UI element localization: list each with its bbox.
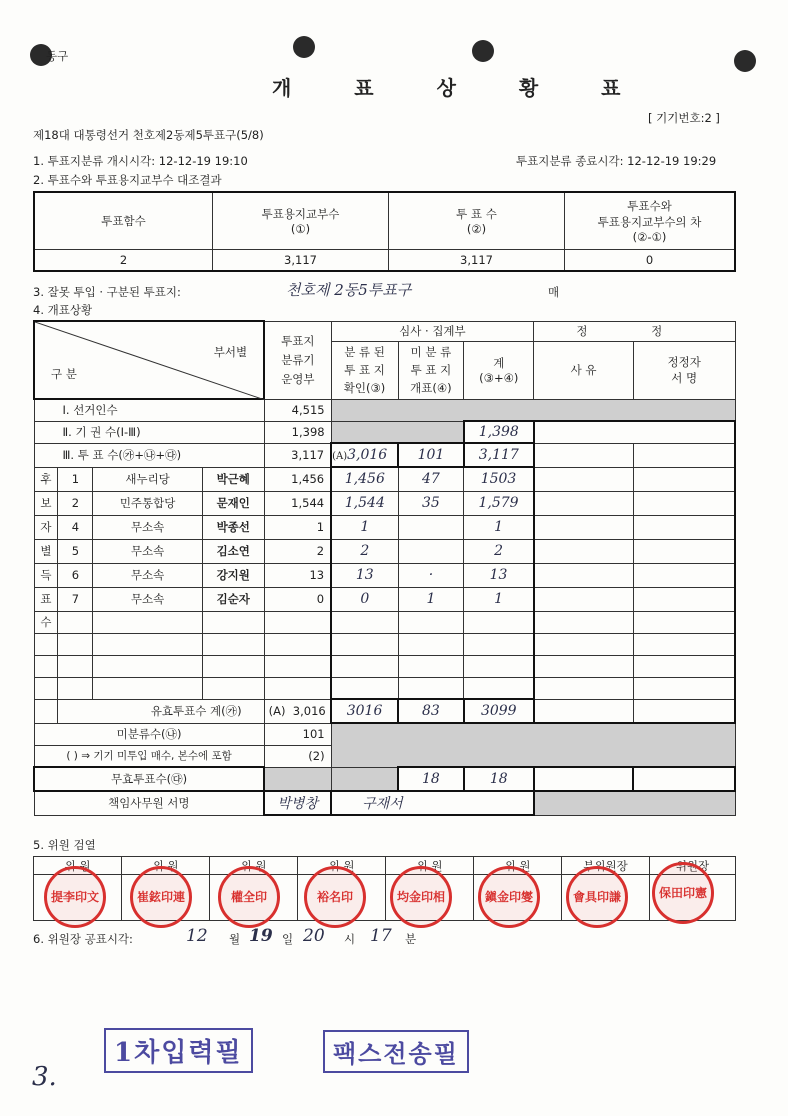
candidate-hand-1: 1 <box>331 515 398 539</box>
candidate-row <box>34 539 735 563</box>
candidate-name: 박종선 <box>202 515 264 539</box>
candidate-count: 2 <box>264 539 331 563</box>
section-6-label: 6. 위원장 공표시각: <box>33 932 133 946</box>
counting-status-table <box>33 320 736 816</box>
section-3-unit: 매 <box>548 285 560 299</box>
empty-cell <box>534 491 634 515</box>
candidate-number: 7 <box>58 587 93 611</box>
candidate-row-empty <box>34 677 735 699</box>
value-diff: 0 <box>565 249 736 271</box>
empty-cell <box>534 699 634 723</box>
empty-cell <box>534 515 634 539</box>
punch-hole <box>472 40 494 62</box>
row-unclassified-value: 101 <box>264 723 331 745</box>
header-ballot-boxes: 투표함수 <box>34 192 213 249</box>
committee-header: 위 원 <box>298 857 386 875</box>
row-abstain-label: Ⅱ. 기 권 수(Ⅰ-Ⅲ) <box>34 421 264 443</box>
candidate-number: 4 <box>58 515 93 539</box>
side-label: 표 <box>34 587 58 611</box>
row-voters-value: 4,515 <box>264 399 331 421</box>
announce-month-unit: 월 <box>229 932 241 946</box>
committee-header: 위 원 <box>34 857 122 875</box>
candidate-row-empty <box>34 611 735 633</box>
candidate-hand-2: 35 <box>398 491 464 515</box>
committee-header: 위 원 <box>386 857 474 875</box>
row-invalid-label: 무효투표수(㉰) <box>34 767 264 791</box>
seal-stamp: 均金印相 <box>390 866 452 928</box>
header-issued: 투표용지교부수 (①) <box>213 192 389 249</box>
row-invalid-hand-2: 18 <box>398 767 464 791</box>
row-sign-label: 책임사무원 서명 <box>34 791 264 815</box>
candidate-name: 문재인 <box>202 491 264 515</box>
empty-cell <box>633 515 735 539</box>
announce-hour: 20 <box>303 926 325 946</box>
row-valid-label: 유효투표수 계(㉮) <box>58 699 264 723</box>
gray-cell <box>331 767 398 791</box>
seal-stamp: 權全印 <box>218 866 280 928</box>
gray-cell <box>331 723 735 767</box>
candidate-hand-2 <box>398 539 464 563</box>
committee-header: 부위원장 <box>562 857 650 875</box>
sort-end-time: 투표지분류 종료시각: 12-12-19 19:29 <box>516 154 717 168</box>
candidate-hand-1: 2 <box>331 539 398 563</box>
row-valid-hand-3: 3099 <box>464 699 534 723</box>
page-title: 개 표 상 황 표 <box>272 76 649 100</box>
candidate-hand-3: 1 <box>464 587 534 611</box>
stamp-fax-sent: 팩스전송필 <box>323 1030 469 1073</box>
candidate-hand-3: 1503 <box>464 467 534 491</box>
value-votes: 3,117 <box>389 249 565 271</box>
empty-cell <box>534 539 634 563</box>
row-note-value: (2) <box>264 745 331 767</box>
committee-header: 위 원 <box>122 857 210 875</box>
row-sign-hand-1: 박병창 <box>264 791 331 815</box>
announce-minute: 17 <box>370 926 392 946</box>
punch-hole <box>293 36 315 58</box>
punch-hole <box>734 50 756 72</box>
row-voters-label: Ⅰ. 선거인수 <box>34 399 264 421</box>
empty-cell <box>534 767 634 791</box>
candidate-party: 무소속 <box>93 563 203 587</box>
candidate-party: 민주통합당 <box>93 491 203 515</box>
row-unclassified-label: 미분류수(㉯) <box>34 723 264 745</box>
side-label: 보 <box>34 491 58 515</box>
row-abstain-value: 1,398 <box>264 421 331 443</box>
announce-day: 19 <box>249 926 273 946</box>
gray-cell <box>534 791 735 815</box>
empty-cell <box>633 699 735 723</box>
row-valid-hand-2: 83 <box>398 699 464 723</box>
empty-cell <box>633 563 735 587</box>
side-label: 별 <box>34 539 58 563</box>
empty-cell <box>633 443 735 467</box>
candidate-row <box>34 491 735 515</box>
seal-stamp: 保田印憲 <box>652 862 714 924</box>
value-ballot-boxes: 2 <box>34 249 213 271</box>
candidate-row <box>34 587 735 611</box>
empty-cell <box>633 491 735 515</box>
section-3-label: 3. 잘못 투입 · 구분된 투표지: <box>33 285 181 299</box>
candidate-name: 김소연 <box>202 539 264 563</box>
seal-stamp: 提李印文 <box>44 866 106 928</box>
candidate-row <box>34 515 735 539</box>
header-operation: 투표지 분류기 운영부 <box>264 321 331 399</box>
candidate-number: 5 <box>58 539 93 563</box>
sort-start-time: 1. 투표지분류 개시시각: 12-12-19 19:10 <box>33 154 248 168</box>
header-category: 부서별 구 분 <box>34 321 264 399</box>
device-number: [ 기기번호:2 ] <box>648 111 720 125</box>
side-label: 자 <box>34 515 58 539</box>
candidate-hand-2 <box>398 515 464 539</box>
empty-cell <box>633 587 735 611</box>
announce-minute-unit: 분 <box>405 932 417 946</box>
candidate-count: 13 <box>264 563 331 587</box>
ballot-comparison-table <box>33 191 736 272</box>
candidate-count: 1,544 <box>264 491 331 515</box>
announce-month: 12 <box>186 926 208 946</box>
page-mark: 3. <box>32 1062 57 1092</box>
side-label: 득 <box>34 563 58 587</box>
row-sign-hand-2: 구재서 <box>331 791 534 815</box>
district-label: 동구 <box>46 49 69 63</box>
seal-stamp: 會具印謙 <box>566 866 628 928</box>
side-label: 수 <box>34 611 58 633</box>
row-votes-label: Ⅲ. 투 표 수(㉮+㉯+㉰) <box>34 443 264 467</box>
candidate-hand-1: 0 <box>331 587 398 611</box>
header-review: 심사 · 집계부 <box>331 321 534 341</box>
candidate-hand-2: 47 <box>398 467 464 491</box>
value-issued: 3,117 <box>213 249 389 271</box>
empty-cell <box>534 467 634 491</box>
row-note-label: ( ) ⇒ 기기 미투입 매수, 본수에 포함 <box>34 745 264 767</box>
candidate-hand-3: 1,579 <box>464 491 534 515</box>
candidate-count: 1,456 <box>264 467 331 491</box>
stamp-first-input: 1차입력필 <box>104 1028 253 1073</box>
handwritten-location: 천호제 2동5투표구 <box>286 281 412 299</box>
candidate-name: 박근혜 <box>202 467 264 491</box>
candidate-hand-1: 1,456 <box>331 467 398 491</box>
committee-header: 위 원 <box>474 857 562 875</box>
candidate-count: 1 <box>264 515 331 539</box>
row-votes-hand-2: 101 <box>398 443 464 467</box>
candidate-number: 1 <box>58 467 93 491</box>
row-invalid-hand-3: 18 <box>464 767 534 791</box>
candidate-hand-3: 13 <box>464 563 534 587</box>
candidate-hand-2: · <box>398 563 464 587</box>
candidate-name: 김순자 <box>202 587 264 611</box>
gray-cell <box>331 399 735 421</box>
candidate-hand-3: 2 <box>464 539 534 563</box>
seal-stamp: 裕名印 <box>304 866 366 928</box>
candidate-party: 새누리당 <box>93 467 203 491</box>
candidate-party: 무소속 <box>93 587 203 611</box>
candidate-hand-3: 1 <box>464 515 534 539</box>
gray-cell <box>264 767 331 791</box>
announce-day-unit: 일 <box>282 932 294 946</box>
empty-cell <box>534 443 634 467</box>
header-signer: 정정자 서 명 <box>633 341 735 399</box>
empty-cell <box>534 587 634 611</box>
row-votes-value: 3,117 <box>264 443 331 467</box>
candidate-row <box>34 563 735 587</box>
committee-header: 위원장 <box>650 857 736 875</box>
header-classified: 분 류 된 투 표 지 확인(③) <box>331 341 398 399</box>
section-2-label: 2. 투표수와 투표용지교부수 대조결과 <box>33 173 222 187</box>
candidate-number: 6 <box>58 563 93 587</box>
seal-stamp: 鎭金印燮 <box>478 866 540 928</box>
announce-hour-unit: 시 <box>344 932 356 946</box>
candidate-row-empty <box>34 655 735 677</box>
section-4-label: 4. 개표상황 <box>33 303 93 317</box>
header-unclassified: 미 분 류 투 표 지 개표(④) <box>398 341 464 399</box>
header-correction: 정 정 <box>534 321 735 341</box>
committee-header: 위 원 <box>210 857 298 875</box>
election-title: 제18대 대통령선거 천호제2동제5투표구(5/8) <box>33 128 264 142</box>
candidate-party: 무소속 <box>93 515 203 539</box>
row-votes-hand-1: (A)3,016 <box>331 443 398 467</box>
gray-cell <box>331 421 464 443</box>
row-valid-hand-1: 3016 <box>331 699 398 723</box>
candidate-count: 0 <box>264 587 331 611</box>
seal-stamp: 崔鉉印連 <box>130 866 192 928</box>
side-label: 후 <box>34 467 58 491</box>
candidate-hand-1: 13 <box>331 563 398 587</box>
candidate-hand-1: 1,544 <box>331 491 398 515</box>
diagonal-line <box>35 322 265 400</box>
header-votes: 투 표 수 (②) <box>389 192 565 249</box>
header-total: 계 (③+④) <box>464 341 534 399</box>
empty-cell <box>633 467 735 491</box>
empty-cell <box>633 767 735 791</box>
candidate-hand-2: 1 <box>398 587 464 611</box>
empty-cell <box>633 539 735 563</box>
candidate-row-empty <box>34 633 735 655</box>
candidate-number: 2 <box>58 491 93 515</box>
section-5-label: 5. 위원 검열 <box>33 838 96 852</box>
row-valid-value: (A) 3,016 <box>264 699 331 723</box>
header-reason: 사 유 <box>534 341 634 399</box>
empty-cell <box>534 421 735 443</box>
header-diff: 투표수와 투표용지교부수의 차 (②-①) <box>565 192 736 249</box>
candidate-party: 무소속 <box>93 539 203 563</box>
empty-cell <box>534 563 634 587</box>
candidate-row <box>34 467 735 491</box>
row-abstain-hand: 1,398 <box>464 421 534 443</box>
candidate-name: 강지원 <box>202 563 264 587</box>
row-votes-hand-3: 3,117 <box>464 443 534 467</box>
